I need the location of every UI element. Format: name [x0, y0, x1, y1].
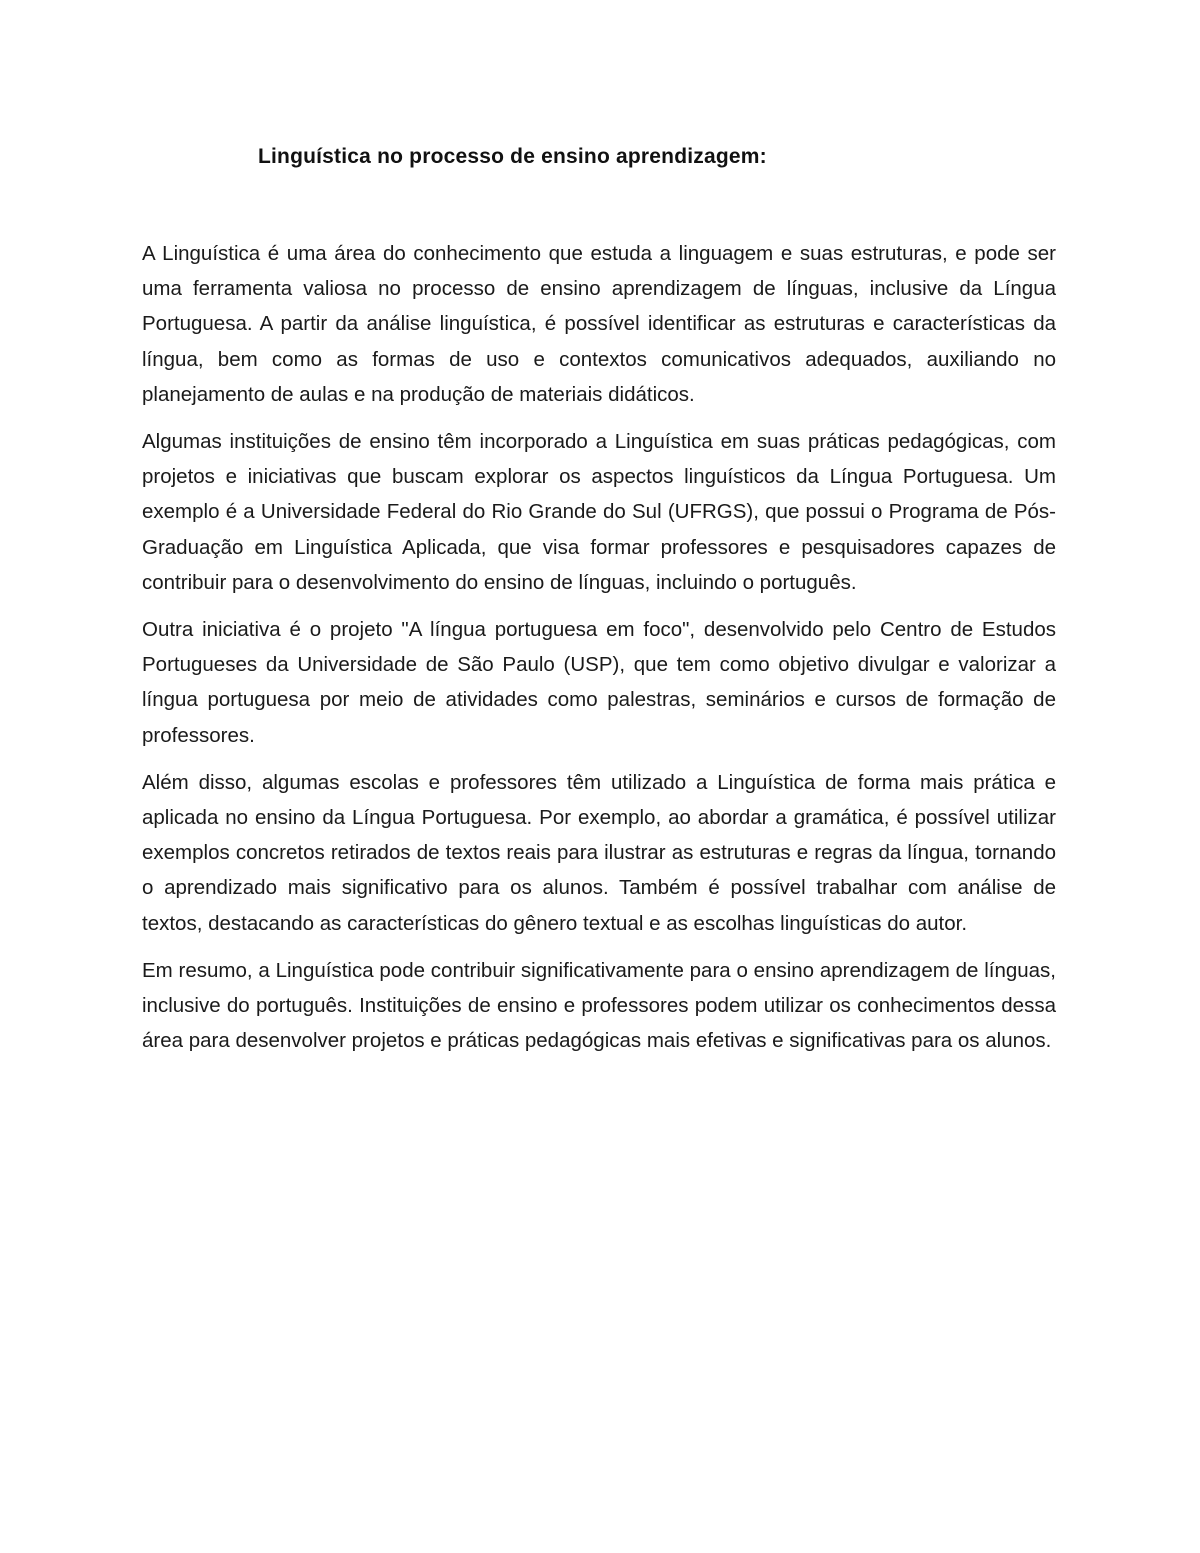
paragraph-1: A Linguística é uma área do conhecimento que estuda a linguagem e suas estruturas, e pode ser uma ferramenta valiosa no processo de ensino aprendizagem de línguas, inclusive da Língua Portuguesa. A partir da análise linguística, é possível identificar as estruturas e características da língua, bem como as formas de uso e contextos comunicativos adequados, auxiliando no planejamento de aulas e na produção de materiais didáticos. [142, 242, 1056, 406]
paragraph-3: Outra iniciativa é o projeto "A língua portuguesa em foco", desenvolvido pelo Centro de Estudos Portugueses da Universidade de São Paulo (USP), que tem como objetivo divulgar e valorizar a língua portuguesa por meio de atividades como palestras, seminários e cursos de formação de professores. [142, 618, 1056, 747]
document-title: Linguística no processo de ensino aprendizagem: [258, 145, 767, 168]
paragraph-5: Em resumo, a Linguística pode contribuir significativamente para o ensino aprendizagem de línguas, inclusive do português. Instituições de ensino e professores podem utilizar os conhecimentos dessa área para desenvolver projetos e práticas pedagógicas mais efetivas e significativas para os alunos. [142, 958, 1056, 1053]
paragraph-2: Algumas instituições de ensino têm incorporado a Linguística em suas práticas pedagógicas, com projetos e iniciativas que buscam explorar os aspectos linguísticos da Língua Portuguesa. Um exemplo é a Universidade Federal do Rio Grande do Sul (UFRGS), que possui o Programa de Pós-Graduação em Linguística Aplicada, que visa formar professores e pesquisadores capazes de contribuir para o desenvolvimento do ensino de línguas, incluindo o português. [142, 430, 1056, 594]
paragraph-4: Além disso, algumas escolas e professores têm utilizado a Linguística de forma mais prática e aplicada no ensino da Língua Portuguesa. Por exemplo, ao abordar a gramática, é possível utilizar exemplos concretos retirados de textos reais para ilustrar as estruturas e regras da língua, tornando o aprendizado mais significativo para os alunos. Também é possível trabalhar com análise de textos, destacando as características do gênero textual e as escolhas linguísticas do autor. [142, 770, 1056, 935]
document-body [142, 236, 1056, 1070]
